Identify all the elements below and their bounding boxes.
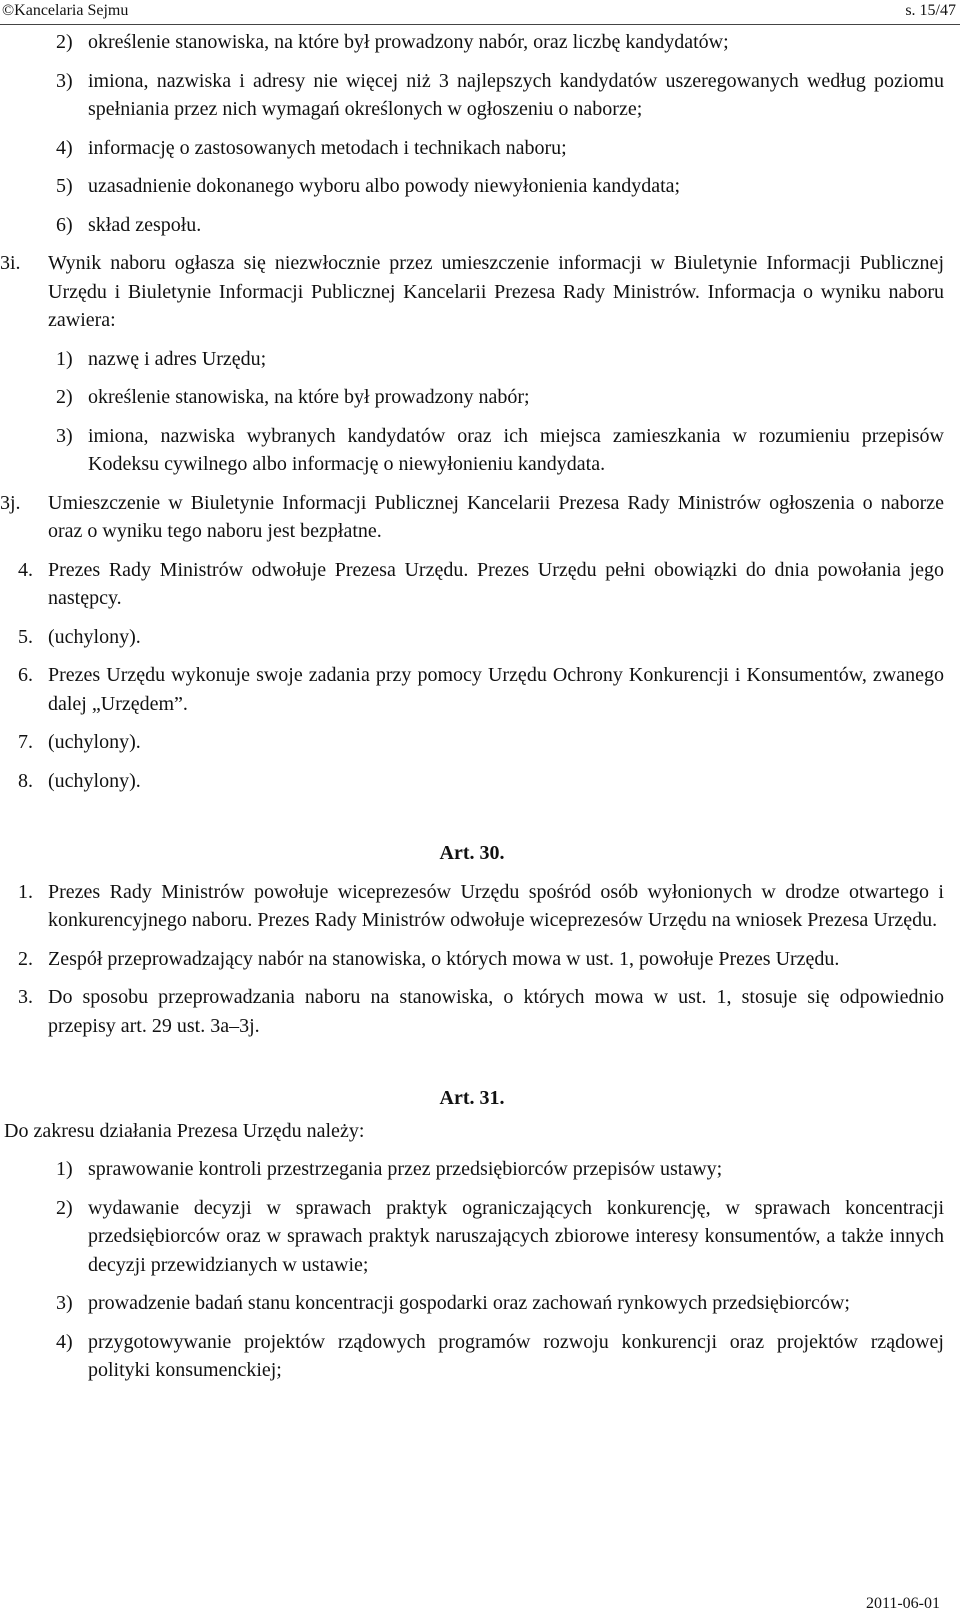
header-source: ©Kancelaria Sejmu: [2, 2, 129, 19]
item-label: 6): [56, 213, 73, 236]
paragraph-text: (uchylony).: [48, 731, 141, 753]
page-number: s. 15/47: [905, 2, 956, 19]
item-text: prowadzenie badań stanu koncentracji gospodarki oraz zachowań rynkowych przedsiębiorców;: [88, 1292, 850, 1314]
article-heading-31: Art. 31.: [439, 1087, 505, 1109]
paragraph-4: [0, 556, 944, 613]
paragraph-text: Prezes Rady Ministrów powołuje wiceprezesów Urzędu spośród osób wyłonionych w drodze otwartego i konkurencyjnego naboru. Prezes Rady Ministrów odwołuje wiceprezesów Urzędu na wniosek Prezesa Urzędu.: [48, 880, 944, 931]
paragraph-30-3: [0, 983, 944, 1040]
item-label: 4): [56, 136, 73, 159]
paragraph-text: (uchylony).: [48, 625, 141, 648]
list-item: [0, 1289, 944, 1318]
paragraph-text: Do zakresu działania Prezesa Urzędu należy:: [4, 1119, 365, 1142]
paragraph-label: 3.: [18, 986, 33, 1008]
item-label: 1): [56, 347, 73, 370]
item-text: sprawowanie kontroli przestrzegania przez przedsiębiorców przepisów ustawy;: [88, 1158, 723, 1180]
paragraph-text: Prezes Rady Ministrów odwołuje Prezesa Urzędu. Prezes Urzędu pełni obowiązki do dnia powołania jego następcy.: [48, 558, 944, 609]
article-heading-30: Art. 30.: [439, 842, 505, 864]
paragraph-label: 8.: [18, 769, 33, 792]
list-item: [0, 134, 944, 163]
article-31-intro: [0, 1117, 944, 1146]
item-text: skład zespołu.: [88, 213, 202, 236]
list-item: [0, 211, 944, 240]
item-text: imiona, nazwiska i adresy nie więcej niż 3 najlepszych kandydatów uszeregowanych według poziomu spełniania przez nich wymagań określonych w ogłoszeniu o naborze;: [88, 69, 944, 120]
item-text: określenie stanowiska, na które był prowadzony nabór;: [88, 386, 530, 408]
page-header: [0, 0, 960, 25]
item-text: nazwę i adres Urzędu;: [88, 347, 267, 370]
item-text: określenie stanowiska, na które był prowadzony nabór, oraz liczbę kandydatów;: [88, 31, 729, 53]
paragraph-label: 3j.: [0, 491, 21, 514]
paragraph-label: 4.: [18, 558, 33, 581]
paragraph-label: 5.: [18, 625, 33, 648]
list-item: [0, 422, 944, 479]
paragraph-text: Zespół przeprowadzający nabór na stanowiska, o których mowa w ust. 1, powołuje Prezes Urzędu.: [48, 947, 840, 970]
list-item: [0, 1328, 944, 1385]
item-text: uzasadnienie dokonanego wyboru albo powody niewyłonienia kandydata;: [88, 175, 681, 197]
list-item: [0, 28, 944, 57]
paragraph-7: [0, 728, 944, 757]
item-label: 3): [56, 424, 73, 447]
paragraph-text: Umieszczenie w Biuletynie Informacji Publicznej Kancelarii Prezesa Rady Ministrów ogłoszenia o naborze oraz o wyniku tego naboru jest bezpłatne.: [48, 491, 944, 542]
list-item: [0, 383, 944, 412]
paragraph-5: [0, 623, 944, 652]
paragraph-text: Wynik naboru ogłasza się niezwłocznie przez umieszczenie informacji w Biuletynie Informacji Publicznej Urzędu i Biuletynie Informacji Publicznej Kancelarii Prezesa Rady Ministrów. Informacja o wyniku naboru zawiera:: [48, 252, 944, 331]
item-label: 4): [56, 1330, 73, 1353]
paragraph-3j: [0, 489, 944, 546]
list-item: [0, 1155, 944, 1184]
list-item: [0, 67, 944, 124]
paragraph-label: 1.: [18, 880, 33, 903]
paragraph-label: 2.: [18, 947, 33, 970]
item-label: 2): [56, 1196, 73, 1219]
item-label: 3): [56, 1292, 73, 1314]
paragraph-30-2: [0, 945, 944, 974]
paragraph-label: 6.: [18, 664, 33, 686]
item-label: 2): [56, 386, 73, 408]
list-item: [0, 1194, 944, 1280]
document-body: [0, 24, 944, 1385]
item-label: 3): [56, 69, 73, 92]
item-label: 1): [56, 1158, 73, 1180]
document-date: 2011-06-01: [865, 1595, 940, 1612]
paragraph-label: 3i.: [0, 252, 21, 274]
list-item: [0, 345, 944, 374]
paragraph-text: (uchylony).: [48, 769, 141, 792]
paragraph-label: 7.: [18, 731, 33, 753]
item-label: 5): [56, 175, 73, 197]
item-text: informację o zastosowanych metodach i technikach naboru;: [88, 136, 567, 159]
paragraph-text: Prezes Urzędu wykonuje swoje zadania przy pomocy Urzędu Ochrony Konkurencji i Konsumentów, zwanego dalej „Urzędem”.: [48, 664, 944, 715]
item-label: 2): [56, 31, 73, 53]
paragraph-text: Do sposobu przeprowadzania naboru na stanowiska, o których mowa w ust. 1, stosuje się odpowiednio przepisy art. 29 ust. 3a–3j.: [48, 986, 944, 1037]
item-text: wydawanie decyzji w sprawach praktyk ograniczających konkurencję, w sprawach koncentracji przedsiębiorców oraz w sprawach praktyk naruszających zbiorowe interesy konsumentów, a także innych decyzji przewidzianych w ustawie;: [88, 1196, 944, 1276]
paragraph-6: [0, 661, 944, 718]
paragraph-30-1: [0, 878, 944, 935]
paragraph-8: [0, 767, 944, 796]
list-item: [0, 172, 944, 201]
paragraph-3i: [0, 249, 944, 335]
item-text: przygotowywanie projektów rządowych programów rozwoju konkurencji oraz projektów rządowej polityki konsumenckiej;: [88, 1330, 944, 1381]
item-text: imiona, nazwiska wybranych kandydatów oraz ich miejsca zamieszkania w rozumieniu przepisów Kodeksu cywilnego albo informację o niewyłonieniu kandydata.: [88, 424, 944, 475]
